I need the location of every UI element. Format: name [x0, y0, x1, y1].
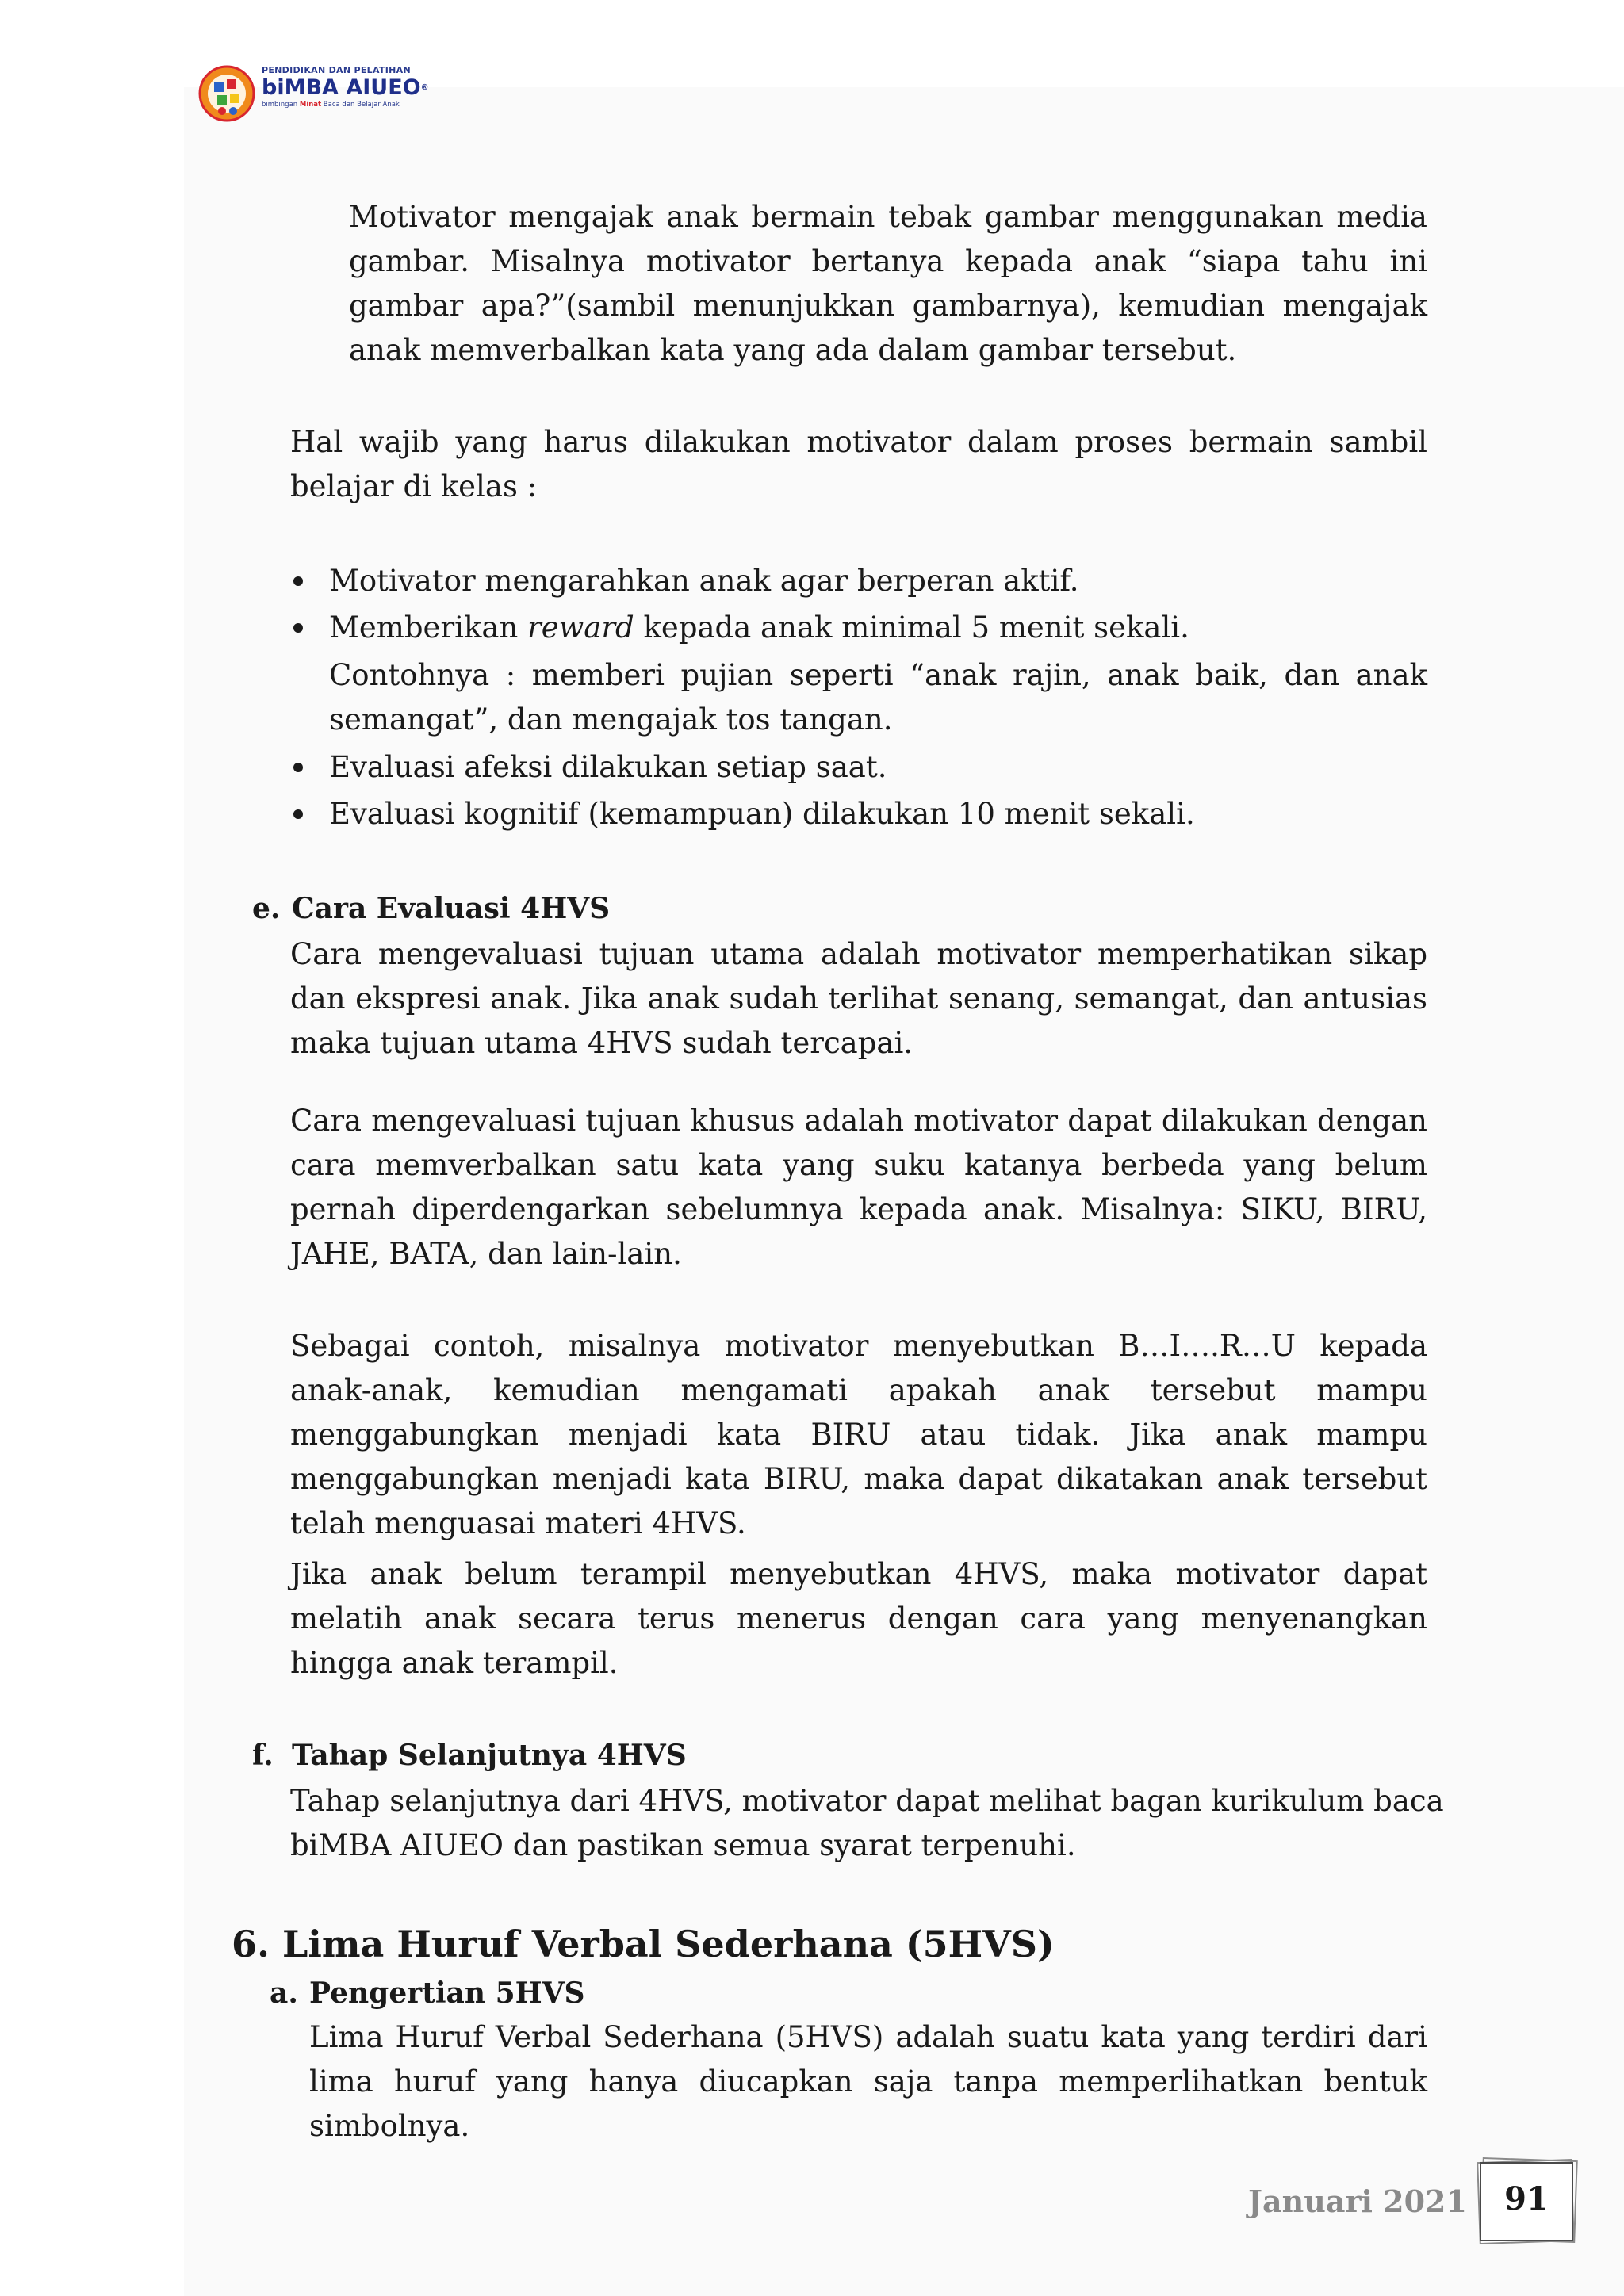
section-6a-heading: a. Pengertian 5HVS [270, 1976, 585, 2010]
bullet-dot [293, 576, 303, 586]
mandatory-intro-paragraph: Hal wajib yang harus dilakukan motivator dalam proses bermain sambil belajar di kelas : [290, 425, 1427, 503]
bullet-item: Motivator mengarahkan anak agar berperan aktif. [329, 564, 1079, 598]
section-e-heading: e. Cara Evaluasi 4HVS [252, 892, 611, 925]
intro-paragraph: Motivator mengajak anak bermain tebak gambar menggunakan media gambar. Misalnya motivator bertanya kepada anak “siapa tahu ini gambar apa?”(sambil menunjukkan gambarnya), kemudian mengajak anak memverbalkan kata yang ada dalam gambar tersebut. [349, 200, 1427, 367]
section-e-paragraph: Cara mengevaluasi tujuan utama adalah motivator memperhatikan sikap dan ekspresi anak. Jika anak sudah terlihat senang, semangat, dan antusias maka tujuan utama 4HVS sudah tercapai. [290, 937, 1427, 1060]
bullet-item: Evaluasi afeksi dilakukan setiap saat. [329, 750, 887, 784]
bullet-example-paragraph: Contohnya : memberi pujian seperti “anak rajin, anak baik, dan anak semangat”, dan mengajak tos tangan. [329, 658, 1427, 737]
logo-tagline: bimbingan Minat Baca dan Belajar Anak [262, 101, 400, 109]
section-f-line: Tahap selanjutnya dari 4HVS, motivator dapat melihat bagan kurikulum baca [290, 1784, 1444, 1818]
section-f-line: biMBA AIUEO dan pastikan semua syarat terpenuhi. [290, 1828, 1076, 1862]
section-f-heading: f. Tahap Selanjutnya 4HVS [252, 1739, 687, 1772]
section-e-paragraph: Cara mengevaluasi tujuan khusus adalah motivator dapat dilakukan dengan cara memverbalkan satu kata yang suku katanya berbeda yang belum pernah diperdengarkan sebelumnya kepada anak. Misalnya: SIKU, BIRU, JAHE, BATA, dan lain-lain. [290, 1104, 1427, 1271]
footer-date: Januari 2021 [1248, 2183, 1467, 2219]
bullet-dot [293, 809, 303, 819]
bimba-logo [198, 62, 436, 129]
bullet-dot [293, 763, 303, 772]
bullet-item: Evaluasi kognitif (kemampuan) dilakukan 10 menit sekali. [329, 797, 1195, 831]
bullet-dot [293, 623, 303, 633]
reward-italic-text: reward [527, 610, 634, 645]
section-e-paragraph: Jika anak belum terampil menyebutkan 4HVS, maka motivator dapat melatih anak secara terus menerus dengan cara yang menyenangkan hingga anak terampil. [290, 1557, 1427, 1680]
section-6-heading: 6. Lima Huruf Verbal Sederhana (5HVS) [232, 1923, 1055, 1965]
bimba-emblem-icon [198, 62, 255, 125]
section-6a-paragraph: Lima Huruf Verbal Sederhana (5HVS) adalah suatu kata yang terdiri dari lima huruf yang hanya diucapkan saja tanpa memperlihatkan bentuk simbolnya. [309, 2020, 1427, 2143]
bullet-item: Memberikan reward kepada anak minimal 5 menit sekali. [329, 610, 1189, 645]
page-number: 91 [1504, 2180, 1549, 2218]
logo-top-text: PENDIDIKAN DAN PELATIHAN [262, 65, 411, 75]
section-e-paragraph: Sebagai contoh, misalnya motivator menyebutkan B…I….R…U kepada anak-anak, kemudian mengamati apakah anak tersebut mampu menggabungkan menjadi kata BIRU atau tidak. Jika anak mampu menggabungkan menjadi kata BIRU, maka dapat dikatakan anak tersebut telah menguasai materi 4HVS. [290, 1329, 1427, 1540]
page-number-box [1471, 2153, 1582, 2248]
logo-brand-text: biMBA AIUEO® [262, 75, 429, 100]
